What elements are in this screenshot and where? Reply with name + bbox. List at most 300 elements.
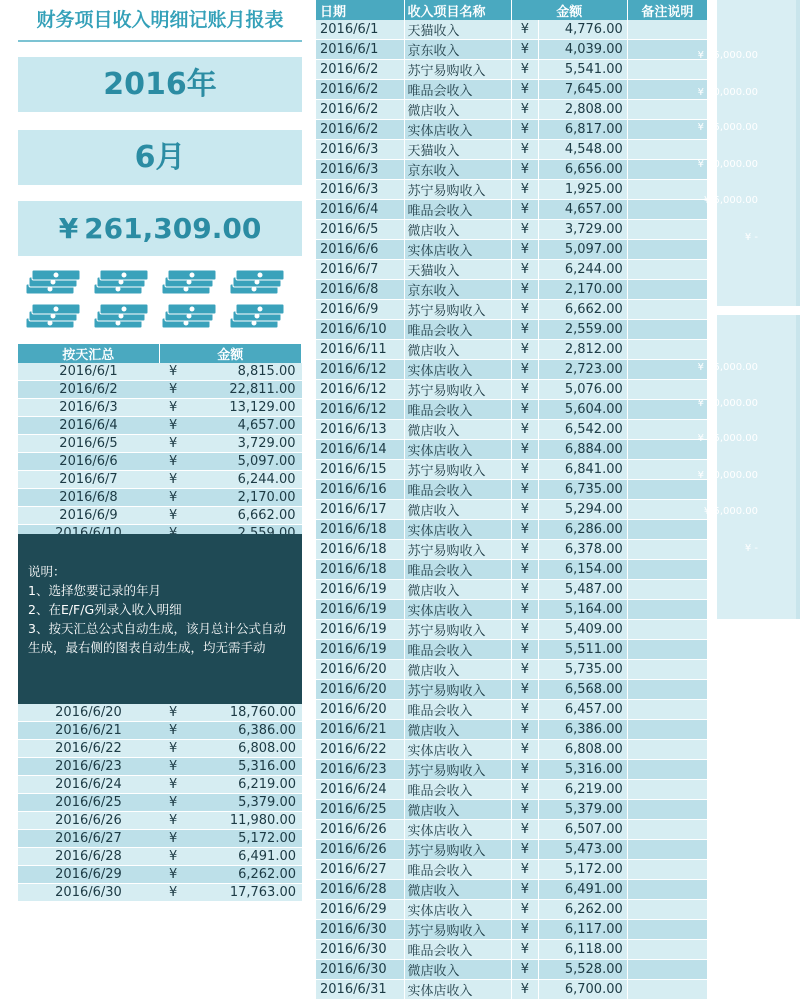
detail-date[interactable]: 2016/6/2 — [316, 60, 404, 80]
detail-remark[interactable] — [627, 960, 707, 980]
detail-remark[interactable] — [627, 540, 707, 560]
detail-currency[interactable]: ¥ — [511, 820, 539, 840]
detail-item[interactable]: 唯品会收入 — [404, 320, 511, 340]
detail-row[interactable] — [316, 700, 708, 720]
detail-remark[interactable] — [627, 940, 707, 960]
detail-item[interactable]: 苏宁易购收入 — [404, 60, 511, 80]
detail-amount[interactable]: 6,700.00 — [539, 980, 627, 1000]
detail-currency[interactable]: ¥ — [511, 900, 539, 920]
detail-amount[interactable]: 2,170.00 — [539, 280, 627, 300]
summary-row[interactable] — [18, 435, 302, 453]
detail-date[interactable]: 2016/6/15 — [316, 460, 404, 480]
detail-amount[interactable]: 5,409.00 — [539, 620, 627, 640]
detail-row[interactable] — [316, 900, 708, 920]
detail-date[interactable]: 2016/6/28 — [316, 880, 404, 900]
summary-row[interactable] — [18, 417, 302, 435]
detail-amount[interactable]: 2,559.00 — [539, 320, 627, 340]
summary-currency[interactable]: ¥ — [159, 507, 191, 525]
detail-currency[interactable]: ¥ — [511, 940, 539, 960]
summary-amount[interactable]: 18,760.00 — [191, 704, 302, 722]
detail-date[interactable]: 2016/6/29 — [316, 900, 404, 920]
detail-date[interactable]: 2016/6/5 — [316, 220, 404, 240]
detail-date[interactable]: 2016/6/16 — [316, 480, 404, 500]
detail-date[interactable]: 2016/6/22 — [316, 740, 404, 760]
detail-currency[interactable]: ¥ — [511, 60, 539, 80]
detail-amount[interactable]: 2,812.00 — [539, 340, 627, 360]
summary-amount[interactable]: 11,980.00 — [191, 812, 302, 830]
detail-row[interactable] — [316, 720, 708, 740]
detail-item[interactable]: 苏宁易购收入 — [404, 840, 511, 860]
detail-remark[interactable] — [627, 800, 707, 820]
detail-item[interactable]: 实体店收入 — [404, 900, 511, 920]
detail-remark[interactable] — [627, 380, 707, 400]
detail-date[interactable]: 2016/6/26 — [316, 840, 404, 860]
detail-item[interactable]: 唯品会收入 — [404, 780, 511, 800]
summary-amount[interactable]: 4,657.00 — [191, 417, 302, 435]
detail-amount[interactable]: 5,097.00 — [539, 240, 627, 260]
detail-currency[interactable]: ¥ — [511, 740, 539, 760]
detail-currency[interactable]: ¥ — [511, 680, 539, 700]
detail-remark[interactable] — [627, 740, 707, 760]
month-display[interactable]: 6月 — [18, 130, 302, 185]
detail-row[interactable] — [316, 580, 708, 600]
detail-currency[interactable]: ¥ — [511, 960, 539, 980]
summary-currency[interactable]: ¥ — [159, 453, 191, 471]
detail-item[interactable]: 天猫收入 — [404, 140, 511, 160]
detail-amount[interactable]: 6,386.00 — [539, 720, 627, 740]
summary-currency[interactable]: ¥ — [159, 758, 191, 776]
detail-item[interactable]: 苏宁易购收入 — [404, 300, 511, 320]
detail-item[interactable]: 实体店收入 — [404, 600, 511, 620]
detail-date[interactable]: 2016/6/9 — [316, 300, 404, 320]
detail-item[interactable]: 天猫收入 — [404, 260, 511, 280]
detail-date[interactable]: 2016/6/2 — [316, 100, 404, 120]
detail-remark[interactable] — [627, 400, 707, 420]
detail-row[interactable] — [316, 540, 708, 560]
detail-date[interactable]: 2016/6/27 — [316, 860, 404, 880]
detail-amount[interactable]: 5,164.00 — [539, 600, 627, 620]
detail-row[interactable] — [316, 520, 708, 540]
summary-amount[interactable]: 5,379.00 — [191, 794, 302, 812]
detail-remark[interactable] — [627, 80, 707, 100]
detail-row[interactable] — [316, 20, 708, 40]
detail-currency[interactable]: ¥ — [511, 400, 539, 420]
detail-item[interactable]: 微店收入 — [404, 420, 511, 440]
detail-amount[interactable]: 5,541.00 — [539, 60, 627, 80]
detail-date[interactable]: 2016/6/25 — [316, 800, 404, 820]
detail-item[interactable]: 微店收入 — [404, 580, 511, 600]
detail-item[interactable]: 实体店收入 — [404, 120, 511, 140]
detail-item[interactable]: 苏宁易购收入 — [404, 540, 511, 560]
summary-currency[interactable]: ¥ — [159, 884, 191, 902]
detail-currency[interactable]: ¥ — [511, 300, 539, 320]
income-chart-1[interactable] — [697, 0, 800, 306]
detail-row[interactable] — [316, 320, 708, 340]
detail-remark[interactable] — [627, 440, 707, 460]
detail-item[interactable]: 微店收入 — [404, 500, 511, 520]
summary-date[interactable]: 2016/6/20 — [18, 704, 159, 722]
summary-row[interactable] — [18, 704, 302, 722]
summary-row[interactable] — [18, 866, 302, 884]
detail-date[interactable]: 2016/6/30 — [316, 940, 404, 960]
detail-currency[interactable]: ¥ — [511, 340, 539, 360]
detail-date[interactable]: 2016/6/17 — [316, 500, 404, 520]
detail-remark[interactable] — [627, 60, 707, 80]
detail-row[interactable] — [316, 960, 708, 980]
summary-row[interactable] — [18, 776, 302, 794]
detail-currency[interactable]: ¥ — [511, 260, 539, 280]
summary-row[interactable] — [18, 489, 302, 507]
detail-currency[interactable]: ¥ — [511, 380, 539, 400]
detail-item[interactable]: 实体店收入 — [404, 740, 511, 760]
summary-currency[interactable]: ¥ — [159, 722, 191, 740]
detail-currency[interactable]: ¥ — [511, 440, 539, 460]
detail-amount[interactable]: 5,172.00 — [539, 860, 627, 880]
summary-currency[interactable]: ¥ — [159, 866, 191, 884]
detail-amount[interactable]: 2,808.00 — [539, 100, 627, 120]
detail-remark[interactable] — [627, 100, 707, 120]
detail-item[interactable]: 微店收入 — [404, 660, 511, 680]
detail-remark[interactable] — [627, 40, 707, 60]
detail-row[interactable] — [316, 820, 708, 840]
detail-item[interactable]: 微店收入 — [404, 800, 511, 820]
detail-date[interactable]: 2016/6/18 — [316, 560, 404, 580]
detail-remark[interactable] — [627, 820, 707, 840]
detail-remark[interactable] — [627, 920, 707, 940]
summary-amount[interactable]: 5,316.00 — [191, 758, 302, 776]
detail-currency[interactable]: ¥ — [511, 500, 539, 520]
detail-amount[interactable]: 3,729.00 — [539, 220, 627, 240]
detail-row[interactable] — [316, 180, 708, 200]
detail-item[interactable]: 京东收入 — [404, 280, 511, 300]
detail-item[interactable]: 微店收入 — [404, 720, 511, 740]
summary-date[interactable]: 2016/6/5 — [18, 435, 159, 453]
detail-item[interactable]: 天猫收入 — [404, 20, 511, 40]
detail-item[interactable]: 微店收入 — [404, 100, 511, 120]
detail-item[interactable]: 实体店收入 — [404, 820, 511, 840]
detail-remark[interactable] — [627, 720, 707, 740]
detail-date[interactable]: 2016/6/31 — [316, 980, 404, 1000]
detail-currency[interactable]: ¥ — [511, 80, 539, 100]
summary-row[interactable] — [18, 507, 302, 525]
detail-currency[interactable]: ¥ — [511, 100, 539, 120]
detail-amount[interactable]: 5,604.00 — [539, 400, 627, 420]
summary-row[interactable] — [18, 363, 302, 381]
detail-remark[interactable] — [627, 640, 707, 660]
detail-date[interactable]: 2016/6/12 — [316, 360, 404, 380]
detail-item[interactable]: 苏宁易购收入 — [404, 180, 511, 200]
detail-item[interactable]: 实体店收入 — [404, 980, 511, 1000]
detail-remark[interactable] — [627, 360, 707, 380]
detail-row[interactable] — [316, 360, 708, 380]
summary-currency[interactable]: ¥ — [159, 381, 191, 399]
detail-row[interactable] — [316, 980, 708, 1000]
summary-row[interactable] — [18, 884, 302, 902]
summary-amount[interactable]: 6,244.00 — [191, 471, 302, 489]
summary-header-amount[interactable]: 金额 — [159, 344, 302, 363]
summary-currency[interactable]: ¥ — [159, 740, 191, 758]
detail-item[interactable]: 唯品会收入 — [404, 640, 511, 660]
detail-currency[interactable]: ¥ — [511, 240, 539, 260]
detail-row[interactable] — [316, 760, 708, 780]
detail-amount[interactable]: 6,735.00 — [539, 480, 627, 500]
detail-amount[interactable]: 6,656.00 — [539, 160, 627, 180]
detail-amount[interactable]: 1,925.00 — [539, 180, 627, 200]
detail-row[interactable] — [316, 60, 708, 80]
detail-currency[interactable]: ¥ — [511, 920, 539, 940]
detail-item[interactable]: 微店收入 — [404, 220, 511, 240]
summary-date[interactable]: 2016/6/6 — [18, 453, 159, 471]
detail-row[interactable] — [316, 800, 708, 820]
detail-amount[interactable]: 5,487.00 — [539, 580, 627, 600]
detail-row[interactable] — [316, 80, 708, 100]
detail-item[interactable]: 苏宁易购收入 — [404, 380, 511, 400]
summary-date[interactable]: 2016/6/24 — [18, 776, 159, 794]
detail-date[interactable]: 2016/6/1 — [316, 20, 404, 40]
detail-date[interactable]: 2016/6/3 — [316, 140, 404, 160]
detail-row[interactable] — [316, 200, 708, 220]
detail-currency[interactable]: ¥ — [511, 480, 539, 500]
summary-amount[interactable]: 22,811.00 — [191, 381, 302, 399]
summary-amount[interactable]: 2,170.00 — [191, 489, 302, 507]
summary-row[interactable] — [18, 453, 302, 471]
detail-item[interactable]: 微店收入 — [404, 340, 511, 360]
detail-remark[interactable] — [627, 500, 707, 520]
detail-date[interactable]: 2016/6/8 — [316, 280, 404, 300]
summary-currency[interactable]: ¥ — [159, 435, 191, 453]
summary-currency[interactable]: ¥ — [159, 399, 191, 417]
detail-row[interactable] — [316, 420, 708, 440]
detail-header-item[interactable]: 收入项目名称 — [404, 0, 511, 20]
detail-remark[interactable] — [627, 120, 707, 140]
detail-remark[interactable] — [627, 200, 707, 220]
detail-currency[interactable]: ¥ — [511, 360, 539, 380]
summary-row[interactable] — [18, 830, 302, 848]
detail-date[interactable]: 2016/6/3 — [316, 180, 404, 200]
detail-row[interactable] — [316, 100, 708, 120]
detail-row[interactable] — [316, 120, 708, 140]
detail-currency[interactable]: ¥ — [511, 120, 539, 140]
detail-currency[interactable]: ¥ — [511, 200, 539, 220]
detail-date[interactable]: 2016/6/10 — [316, 320, 404, 340]
detail-amount[interactable]: 6,154.00 — [539, 560, 627, 580]
detail-amount[interactable]: 6,817.00 — [539, 120, 627, 140]
detail-header-remark[interactable]: 备注说明 — [627, 0, 707, 20]
detail-remark[interactable] — [627, 240, 707, 260]
detail-amount[interactable]: 5,294.00 — [539, 500, 627, 520]
detail-amount[interactable]: 6,507.00 — [539, 820, 627, 840]
summary-currency[interactable]: ¥ — [159, 848, 191, 866]
detail-row[interactable] — [316, 600, 708, 620]
summary-row[interactable] — [18, 471, 302, 489]
detail-date[interactable]: 2016/6/19 — [316, 620, 404, 640]
detail-row[interactable] — [316, 220, 708, 240]
detail-row[interactable] — [316, 40, 708, 60]
detail-currency[interactable]: ¥ — [511, 460, 539, 480]
detail-row[interactable] — [316, 300, 708, 320]
detail-remark[interactable] — [627, 340, 707, 360]
detail-remark[interactable] — [627, 20, 707, 40]
detail-amount[interactable]: 2,723.00 — [539, 360, 627, 380]
summary-date[interactable]: 2016/6/30 — [18, 884, 159, 902]
detail-item[interactable]: 唯品会收入 — [404, 700, 511, 720]
summary-currency[interactable]: ¥ — [159, 704, 191, 722]
detail-item[interactable]: 苏宁易购收入 — [404, 460, 511, 480]
detail-remark[interactable] — [627, 600, 707, 620]
detail-remark[interactable] — [627, 880, 707, 900]
detail-currency[interactable]: ¥ — [511, 660, 539, 680]
detail-row[interactable] — [316, 400, 708, 420]
detail-item[interactable]: 唯品会收入 — [404, 400, 511, 420]
summary-amount[interactable]: 17,763.00 — [191, 884, 302, 902]
detail-row[interactable] — [316, 860, 708, 880]
detail-remark[interactable] — [627, 260, 707, 280]
detail-item[interactable]: 微店收入 — [404, 960, 511, 980]
detail-date[interactable]: 2016/6/20 — [316, 680, 404, 700]
detail-date[interactable]: 2016/6/20 — [316, 660, 404, 680]
detail-remark[interactable] — [627, 460, 707, 480]
detail-amount[interactable]: 6,286.00 — [539, 520, 627, 540]
detail-date[interactable]: 2016/6/18 — [316, 520, 404, 540]
detail-item[interactable]: 苏宁易购收入 — [404, 920, 511, 940]
summary-currency[interactable]: ¥ — [159, 776, 191, 794]
summary-row[interactable] — [18, 399, 302, 417]
detail-remark[interactable] — [627, 900, 707, 920]
detail-item[interactable]: 实体店收入 — [404, 440, 511, 460]
detail-currency[interactable]: ¥ — [511, 160, 539, 180]
detail-currency[interactable]: ¥ — [511, 760, 539, 780]
detail-row[interactable] — [316, 500, 708, 520]
detail-amount[interactable]: 5,511.00 — [539, 640, 627, 660]
detail-amount[interactable]: 6,244.00 — [539, 260, 627, 280]
year-display[interactable]: 2016年 — [18, 57, 302, 112]
detail-item[interactable]: 唯品会收入 — [404, 860, 511, 880]
detail-date[interactable]: 2016/6/19 — [316, 580, 404, 600]
detail-remark[interactable] — [627, 760, 707, 780]
summary-date[interactable]: 2016/6/21 — [18, 722, 159, 740]
detail-remark[interactable] — [627, 560, 707, 580]
summary-date[interactable]: 2016/6/23 — [18, 758, 159, 776]
summary-amount[interactable]: 6,219.00 — [191, 776, 302, 794]
detail-amount[interactable]: 6,262.00 — [539, 900, 627, 920]
detail-remark[interactable] — [627, 680, 707, 700]
detail-amount[interactable]: 6,568.00 — [539, 680, 627, 700]
detail-date[interactable]: 2016/6/23 — [316, 760, 404, 780]
summary-amount[interactable]: 13,129.00 — [191, 399, 302, 417]
summary-date[interactable]: 2016/6/4 — [18, 417, 159, 435]
summary-amount[interactable]: 3,729.00 — [191, 435, 302, 453]
detail-remark[interactable] — [627, 480, 707, 500]
detail-amount[interactable]: 6,118.00 — [539, 940, 627, 960]
summary-amount[interactable]: 5,172.00 — [191, 830, 302, 848]
detail-amount[interactable]: 6,491.00 — [539, 880, 627, 900]
detail-row[interactable] — [316, 680, 708, 700]
summary-date[interactable]: 2016/6/25 — [18, 794, 159, 812]
detail-amount[interactable]: 6,117.00 — [539, 920, 627, 940]
detail-date[interactable]: 2016/6/2 — [316, 80, 404, 100]
summary-date[interactable]: 2016/6/26 — [18, 812, 159, 830]
detail-row[interactable] — [316, 880, 708, 900]
detail-amount[interactable]: 5,528.00 — [539, 960, 627, 980]
detail-currency[interactable]: ¥ — [511, 320, 539, 340]
detail-remark[interactable] — [627, 300, 707, 320]
detail-item[interactable]: 苏宁易购收入 — [404, 760, 511, 780]
detail-row[interactable] — [316, 440, 708, 460]
detail-date[interactable]: 2016/6/1 — [316, 40, 404, 60]
detail-row[interactable] — [316, 560, 708, 580]
summary-row[interactable] — [18, 722, 302, 740]
detail-currency[interactable]: ¥ — [511, 540, 539, 560]
summary-currency[interactable]: ¥ — [159, 363, 191, 381]
detail-date[interactable]: 2016/6/20 — [316, 700, 404, 720]
detail-amount[interactable]: 5,076.00 — [539, 380, 627, 400]
detail-amount[interactable]: 6,457.00 — [539, 700, 627, 720]
detail-item[interactable]: 实体店收入 — [404, 520, 511, 540]
detail-item[interactable]: 京东收入 — [404, 40, 511, 60]
detail-currency[interactable]: ¥ — [511, 180, 539, 200]
detail-remark[interactable] — [627, 980, 707, 1000]
summary-amount[interactable]: 8,815.00 — [191, 363, 302, 381]
detail-currency[interactable]: ¥ — [511, 620, 539, 640]
summary-amount[interactable]: 6,386.00 — [191, 722, 302, 740]
detail-row[interactable] — [316, 840, 708, 860]
summary-currency[interactable]: ¥ — [159, 830, 191, 848]
detail-date[interactable]: 2016/6/3 — [316, 160, 404, 180]
detail-item[interactable]: 实体店收入 — [404, 240, 511, 260]
detail-date[interactable]: 2016/6/13 — [316, 420, 404, 440]
detail-remark[interactable] — [627, 620, 707, 640]
detail-item[interactable]: 苏宁易购收入 — [404, 620, 511, 640]
detail-remark[interactable] — [627, 320, 707, 340]
summary-date[interactable]: 2016/6/3 — [18, 399, 159, 417]
detail-amount[interactable]: 4,776.00 — [539, 20, 627, 40]
summary-amount[interactable]: 6,262.00 — [191, 866, 302, 884]
summary-currency[interactable]: ¥ — [159, 489, 191, 507]
detail-date[interactable]: 2016/6/2 — [316, 120, 404, 140]
detail-amount[interactable]: 6,378.00 — [539, 540, 627, 560]
detail-date[interactable]: 2016/6/19 — [316, 600, 404, 620]
detail-date[interactable]: 2016/6/30 — [316, 960, 404, 980]
summary-row[interactable] — [18, 381, 302, 399]
detail-row[interactable] — [316, 740, 708, 760]
detail-item[interactable]: 京东收入 — [404, 160, 511, 180]
detail-date[interactable]: 2016/6/7 — [316, 260, 404, 280]
summary-date[interactable]: 2016/6/27 — [18, 830, 159, 848]
detail-currency[interactable]: ¥ — [511, 600, 539, 620]
detail-amount[interactable]: 6,808.00 — [539, 740, 627, 760]
summary-row[interactable] — [18, 812, 302, 830]
summary-amount[interactable]: 6,662.00 — [191, 507, 302, 525]
detail-currency[interactable]: ¥ — [511, 280, 539, 300]
detail-remark[interactable] — [627, 420, 707, 440]
detail-row[interactable] — [316, 260, 708, 280]
summary-amount[interactable]: 6,491.00 — [191, 848, 302, 866]
summary-date[interactable]: 2016/6/2 — [18, 381, 159, 399]
summary-header-date[interactable]: 按天汇总 — [18, 344, 159, 363]
detail-currency[interactable]: ¥ — [511, 720, 539, 740]
detail-item[interactable]: 唯品会收入 — [404, 940, 511, 960]
summary-row[interactable] — [18, 758, 302, 776]
detail-remark[interactable] — [627, 860, 707, 880]
summary-date[interactable]: 2016/6/22 — [18, 740, 159, 758]
detail-date[interactable]: 2016/6/21 — [316, 720, 404, 740]
detail-date[interactable]: 2016/6/11 — [316, 340, 404, 360]
summary-date[interactable]: 2016/6/1 — [18, 363, 159, 381]
detail-date[interactable]: 2016/6/19 — [316, 640, 404, 660]
detail-currency[interactable]: ¥ — [511, 220, 539, 240]
summary-date[interactable]: 2016/6/29 — [18, 866, 159, 884]
detail-remark[interactable] — [627, 700, 707, 720]
